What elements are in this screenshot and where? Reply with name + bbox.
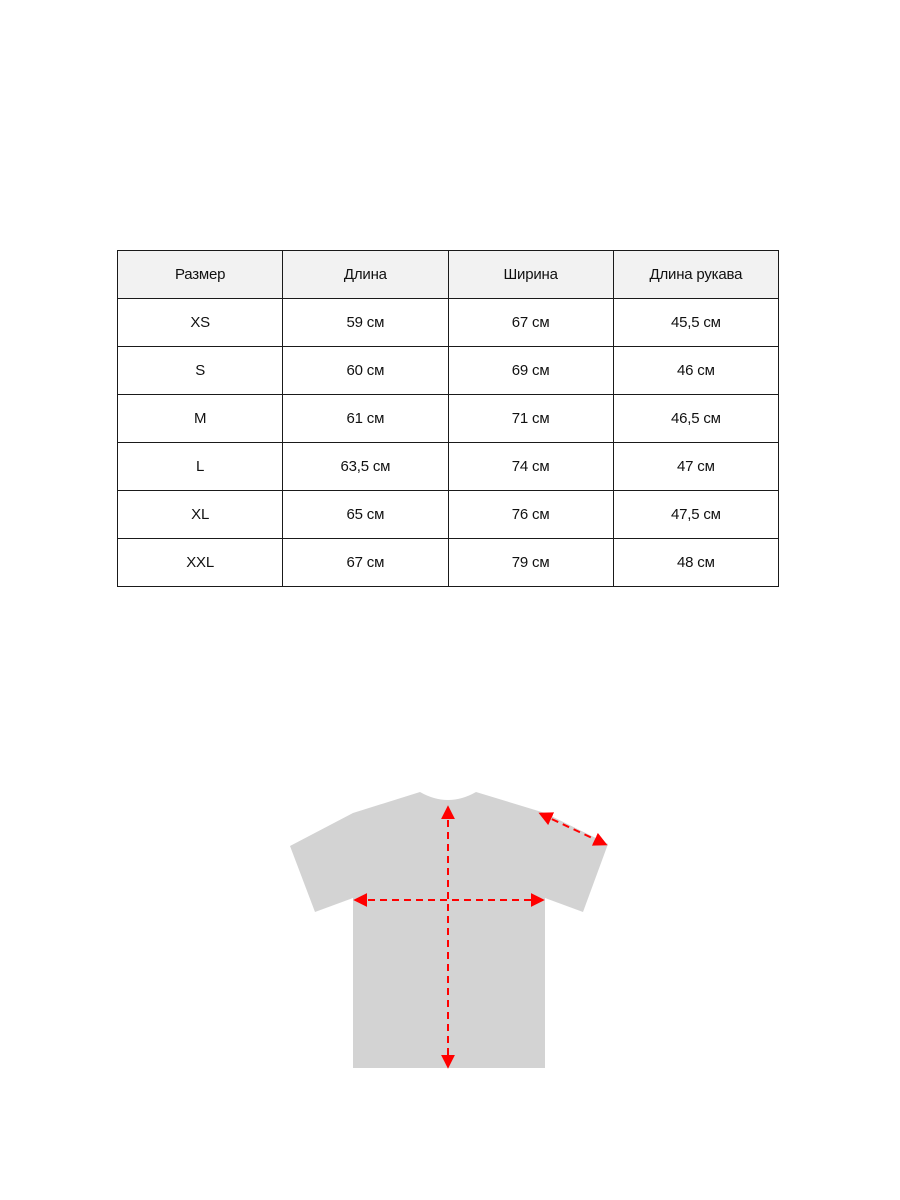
length-cell: 65 см	[283, 491, 448, 539]
table-row	[118, 491, 779, 539]
length-cell: 67 см	[283, 539, 448, 587]
sleeve-length-cell: 46 см	[613, 347, 778, 395]
size-cell: L	[118, 443, 283, 491]
width-cell: 69 см	[448, 347, 613, 395]
tshirt-measurement-icon	[0, 760, 900, 1100]
length-cell: 63,5 см	[283, 443, 448, 491]
table-row	[118, 395, 779, 443]
sleeve-length-cell: 47,5 см	[613, 491, 778, 539]
sleeve-length-cell: 47 см	[613, 443, 778, 491]
length-cell: 61 см	[283, 395, 448, 443]
size-cell: XL	[118, 491, 283, 539]
size-cell: M	[118, 395, 283, 443]
size-cell: XXL	[118, 539, 283, 587]
header-size: Размер	[118, 251, 283, 299]
length-cell: 59 см	[283, 299, 448, 347]
tshirt-measurement-diagram	[0, 760, 900, 1100]
width-cell: 79 см	[448, 539, 613, 587]
header-length: Длина	[283, 251, 448, 299]
width-cell: 71 см	[448, 395, 613, 443]
table-row	[118, 539, 779, 587]
table-row	[118, 443, 779, 491]
size-cell: XS	[118, 299, 283, 347]
table-row	[118, 347, 779, 395]
sleeve-length-cell: 46,5 см	[613, 395, 778, 443]
header-sleeve-length: Длина рукава	[613, 251, 778, 299]
sleeve-length-cell: 45,5 см	[613, 299, 778, 347]
length-cell: 60 см	[283, 347, 448, 395]
width-cell: 74 см	[448, 443, 613, 491]
table-header-row	[118, 251, 779, 299]
header-width: Ширина	[448, 251, 613, 299]
width-cell: 67 см	[448, 299, 613, 347]
sleeve-length-cell: 48 см	[613, 539, 778, 587]
table-row	[118, 299, 779, 347]
size-cell: S	[118, 347, 283, 395]
width-cell: 76 см	[448, 491, 613, 539]
size-chart-table	[117, 250, 779, 587]
